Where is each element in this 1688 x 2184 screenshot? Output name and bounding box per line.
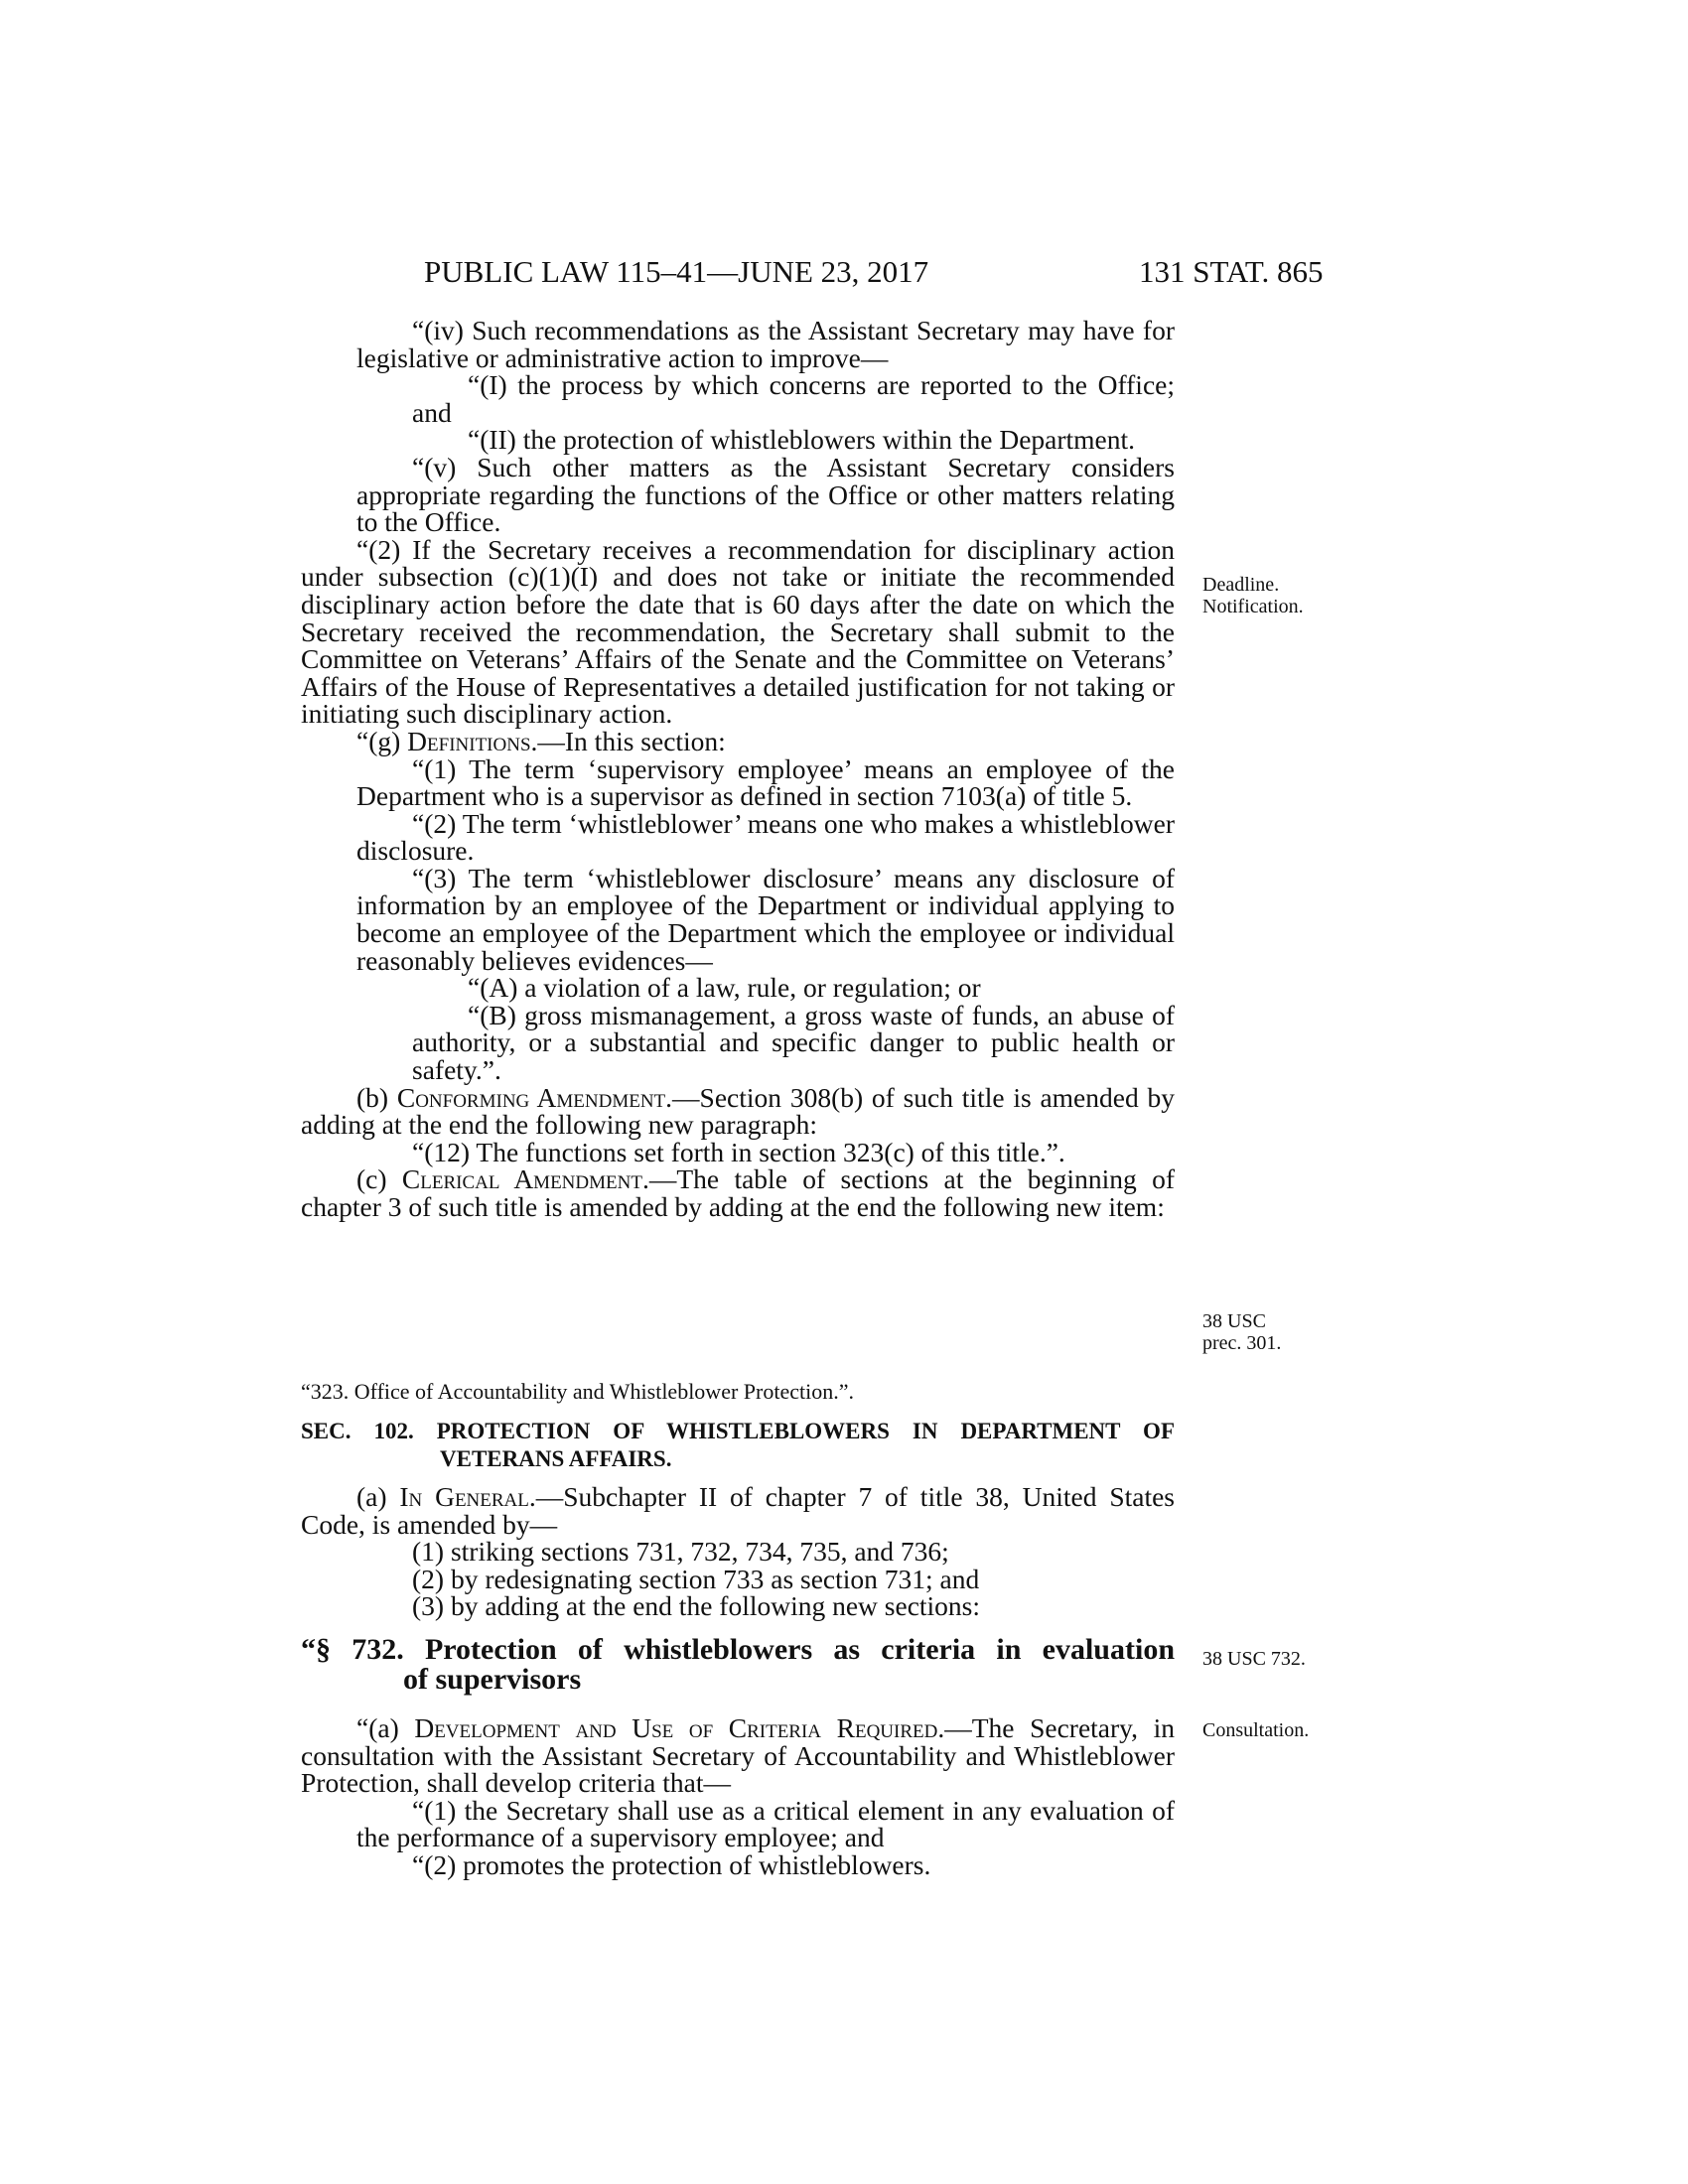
subsection-c-heading: Clerical Amendment bbox=[401, 1163, 642, 1195]
paragraph-2: “(2) If the Secretary receives a recommendation for disciplinary action under subsection (c)(1)(I) and does not take or initiate the recommended disciplinary action before the date that is 60 days after the date on which the Secretary received the recommendation, the Secretary shall submit to the Committee on Veterans’ Affairs of the Senate and the Committee on Veterans’ Affairs of the House of Representatives a detailed justification for not taking or initiating such disciplinary action. bbox=[301, 533, 1175, 730]
section-102-heading-line1: SEC. 102. PROTECTION OF WHISTLEBLOWERS IN DEPARTMENT OF bbox=[301, 1419, 1175, 1443]
section-102-a-1: (1) striking sections 731, 732, 734, 735, and 736; bbox=[412, 1536, 949, 1568]
subsection-c-prefix: (c) bbox=[356, 1163, 402, 1195]
subsection-c bbox=[301, 1165, 1175, 1220]
section-732-text bbox=[301, 1714, 1175, 1879]
section-102-heading-line2: VETERANS AFFAIRS. bbox=[440, 1446, 672, 1471]
clause-iv: “(iv) Such recommendations as the Assistant Secretary may have for legislative or administrative action to improve— bbox=[356, 315, 1175, 373]
section-102-a-2: (2) by redesignating section 733 as section 731; and bbox=[412, 1563, 980, 1594]
margin-note-consultation: Consultation. bbox=[1202, 1719, 1310, 1741]
section-732-heading-line1: “§ 732. Protection of whistleblowers as criteria in evaluation bbox=[301, 1633, 1175, 1666]
table-of-sections-item: “323. Office of Accountability and Whistleblower Protection.”. bbox=[301, 1379, 854, 1404]
paragraph-12: “(12) The functions set forth in section 323(c) of this title.”. bbox=[412, 1136, 1065, 1167]
subsection-b-heading: Conforming Amendment bbox=[396, 1081, 666, 1113]
section-732-a-prefix: “(a) bbox=[356, 1712, 415, 1743]
definition-1: “(1) The term ‘supervisory employee’ means an employee of the Department who is a supervisor as defined in section 7103(a) of title 5. bbox=[356, 752, 1175, 812]
subsection-b-prefix: (b) bbox=[356, 1081, 397, 1113]
subsection-g bbox=[301, 725, 1175, 756]
section-732-subsection-a bbox=[301, 1714, 1175, 1797]
margin-note-prec301: prec. 301. bbox=[1202, 1332, 1282, 1354]
section-102-text bbox=[301, 1483, 1175, 1620]
definition-2: “(2) The term ‘whistleblower’ means one who makes a whistleblower disclosure. bbox=[356, 807, 1175, 867]
running-header-title: PUBLIC LAW 115–41—JUNE 23, 2017 bbox=[424, 254, 929, 289]
main-text-block bbox=[301, 317, 1175, 1221]
margin-note-deadline-notification bbox=[1202, 574, 1304, 617]
clause-v: “(v) Such other matters as the Assistant Secretary considers appropriate regarding the functions of the Office or other matters relating to the Office. bbox=[356, 451, 1175, 538]
subclause-I: “(I) the process by which concerns are reported to the Office; and bbox=[412, 369, 1175, 428]
margin-note-notification: Notification. bbox=[1202, 596, 1304, 617]
margin-note-deadline: Deadline. bbox=[1202, 574, 1280, 596]
margin-note-38usc732: 38 USC 732. bbox=[1202, 1648, 1306, 1670]
section-732-a-2: “(2) promotes the protection of whistleblowers. bbox=[412, 1848, 931, 1880]
subclause-II: “(II) the protection of whistleblowers within the Department. bbox=[468, 424, 1136, 456]
section-102-a-text: .—Subchapter II of chapter 7 of title 38, United States Code, is amended by— bbox=[301, 1481, 1176, 1540]
subsection-g-prefix: “(g) bbox=[356, 725, 408, 756]
definition-3-B: “(B) gross mismanagement, a gross waste of funds, an abuse of authority, or a substantial and specific danger to public health or safety.”. bbox=[412, 999, 1175, 1086]
section-102-a-prefix: (a) bbox=[356, 1481, 400, 1512]
section-102-heading bbox=[301, 1418, 1175, 1473]
section-732-heading-line2: of supervisors bbox=[403, 1663, 582, 1696]
section-732-a-1: “(1) the Secretary shall use as a critical element in any evaluation of the performance of a supervisory employee; and bbox=[356, 1794, 1175, 1853]
margin-note-38usc: 38 USC bbox=[1202, 1310, 1266, 1332]
statute-page-reference: 131 STAT. 865 bbox=[1139, 254, 1324, 289]
section-102-a-heading: In General bbox=[399, 1481, 529, 1512]
subsection-g-text: .—In this section: bbox=[530, 725, 726, 756]
definition-3-A: “(A) a violation of a law, rule, or regulation; or bbox=[468, 972, 981, 1004]
section-102-subsection-a bbox=[301, 1483, 1175, 1538]
section-732-heading bbox=[301, 1635, 1175, 1695]
section-102-a-3: (3) by adding at the end the following new sections: bbox=[412, 1590, 981, 1622]
margin-note-38usc-prec301 bbox=[1202, 1310, 1281, 1354]
subsection-g-heading: Definitions bbox=[407, 725, 531, 756]
subsection-b bbox=[301, 1081, 1175, 1141]
section-732-a-text: .—The Secretary, in consultation with the Assistant Secretary of Accountability and Whistleblower Protection, shall develop criteria that— bbox=[301, 1712, 1175, 1799]
section-732-a-heading: Development and Use of Criteria Required bbox=[414, 1712, 938, 1743]
subsection-b-text: .—Section 308(b) of such title is amended by adding at the end the following new paragraph: bbox=[301, 1081, 1175, 1141]
subsection-c-text: .—The table of sections at the beginning of chapter 3 of such title is amended by adding at the end the following new item: bbox=[301, 1163, 1175, 1222]
definition-3: “(3) The term ‘whistleblower disclosure’ means any disclosure of information by an employee of the Department or individual applying to become an employee of the Department which the employee or individual reasonably believes evidences— bbox=[356, 862, 1175, 976]
